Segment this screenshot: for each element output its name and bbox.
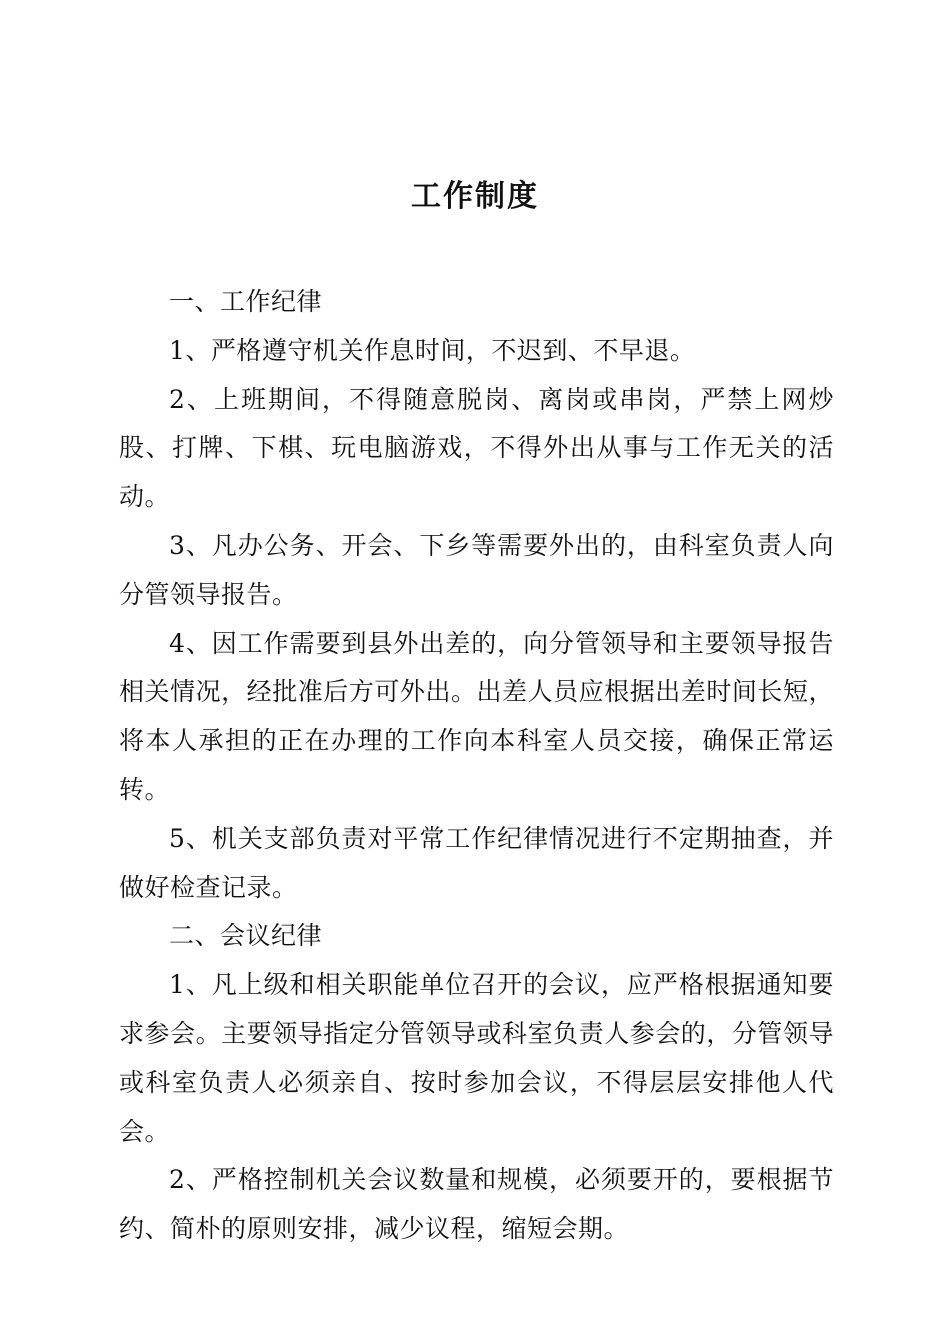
document-body xyxy=(119,278,834,1254)
paragraph-work-5: 5、机关支部负责对平常工作纪律情况进行不定期抽查，并做好检查记录。 xyxy=(119,823,834,902)
section-heading-meeting-discipline: 二、会议纪律 xyxy=(169,921,323,951)
document-title: 工作制度 xyxy=(411,179,539,214)
paragraph-meeting-1: 1、凡上级和相关职能单位召开的会议，应严格根据通知要求参会。主要领导指定分管领导或科室负责人参会的，分管领导或科室负责人必须亲自、按时参加会议，不得层层安排他人代会。 xyxy=(119,970,834,1146)
paragraph-work-3: 3、凡办公务、开会、下乡等需要外出的，由科室负责人向分管领导报告。 xyxy=(119,530,834,609)
paragraph-work-1: 1、严格遵守机关作息时间，不迟到、不早退。 xyxy=(169,335,696,365)
paragraph-work-4: 4、因工作需要到县外出差的，向分管领导和主要领导报告相关情况，经批准后方可外出。出差人员应根据出差时间长短，将本人承担的正在办理的工作向本科室人员交接，确保正常运转。 xyxy=(119,628,834,804)
section-heading-work-discipline: 一、工作纪律 xyxy=(169,287,323,316)
paragraph-meeting-2: 2、严格控制机关会议数量和规模，必须要开的，要根据节约、简朴的原则安排，减少议程，缩短会期。 xyxy=(119,1165,834,1244)
paragraph-work-2: 2、上班期间，不得随意脱岗、离岗或串岗，严禁上网炒股、打牌、下棋、玩电脑游戏，不得外出从事与工作无关的活动。 xyxy=(119,384,834,512)
